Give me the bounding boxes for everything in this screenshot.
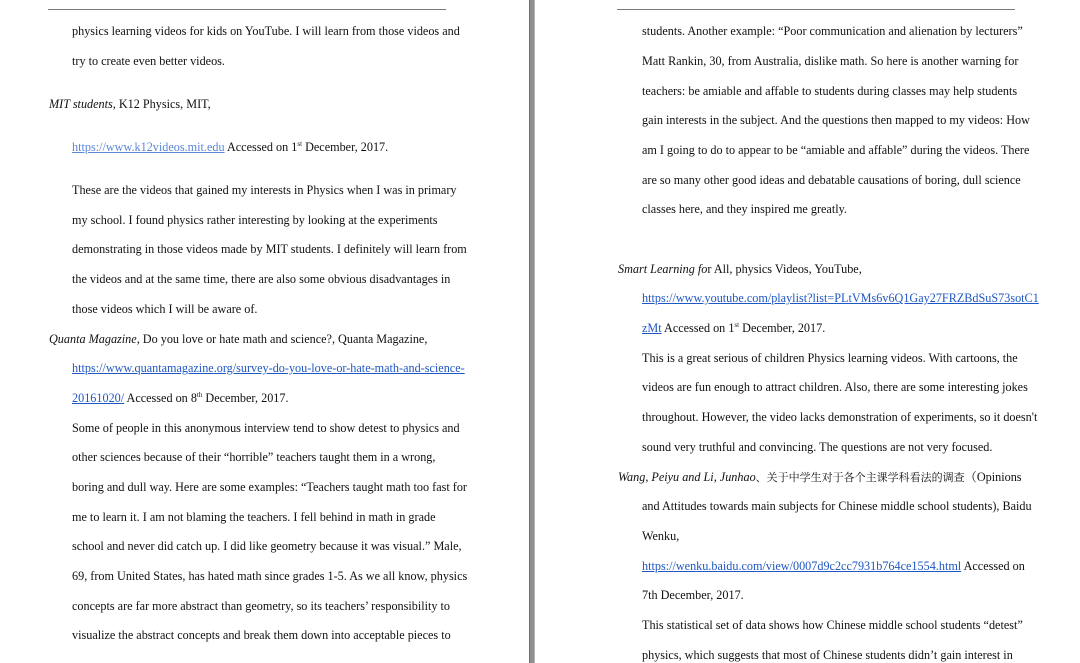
reference-details: , Do you love or hate math and science?, Quanta Magazine, — [136, 332, 428, 346]
body-text-line: This statistical set of data shows how Chinese middle school students “detest” — [642, 618, 1023, 632]
accessed-text: Accessed on 1 — [224, 140, 298, 154]
body-text-line: videos are fun enough to attract children. Also, there are some interesting jokes — [642, 380, 1028, 394]
reference-link[interactable]: https://www.k12videos.mit.edu — [72, 140, 225, 154]
reference-title-english: （Opinions — [964, 470, 1022, 484]
body-text-line: other sciences because of their “horrible” teachers taught them in a wrong, — [72, 450, 436, 464]
body-text-line: physics, which suggests that most of Chinese students didn’t gain interest in — [642, 648, 1013, 662]
body-text-line: These are the videos that gained my interests in Physics when I was in primary — [72, 183, 457, 197]
accessed-date: December, 2017. — [739, 321, 826, 335]
body-text-line: Some of people in this anonymous interview tend to show detest to physics and — [72, 421, 460, 435]
body-text-line: throughout. However, the video lacks demonstration of experiments, so it doesn't — [642, 410, 1038, 424]
accessed-date: 7th December, 2017. — [642, 588, 744, 602]
body-text-line: sound very truthful and convincing. The questions are not very focused. — [642, 440, 993, 454]
reference-title-chinese: 关于中学生对于各个主课学科看法的调查 — [766, 471, 965, 484]
body-text-line: concepts are far more abstract than geometry, so its teachers’ responsibility to — [72, 599, 451, 613]
body-text-line: the videos and at the same time, there are also some obvious disadvantages in — [72, 272, 451, 286]
header-rule — [48, 9, 446, 10]
reference-quanta-url-line2 — [72, 391, 289, 405]
header-rule — [617, 9, 1015, 10]
body-text-line: school and never did catch up. I did like geometry because it was visual.” Male, — [72, 539, 462, 553]
reference-details: , K12 Physics, MIT, — [112, 97, 211, 111]
body-text-line: and Attitudes towards main subjects for Chinese middle school students), Baidu — [642, 499, 1032, 513]
body-text-line: boring and dull way. Here are some examples: “Teachers taught math too fast for — [72, 480, 467, 494]
reference-wang-url-line — [642, 559, 1025, 573]
ordinal-suffix: st — [297, 140, 303, 148]
reference-source: MIT students — [49, 97, 113, 111]
reference-details: r All, physics Videos, YouTube, — [707, 262, 862, 276]
body-text-line: physics learning videos for kids on YouTube. I will learn from those videos and — [72, 24, 460, 38]
reference-mit — [49, 97, 211, 111]
reference-link[interactable]: 20161020/ — [72, 391, 125, 405]
reference-quanta — [49, 332, 427, 346]
accessed-date: December, 2017. — [202, 391, 289, 405]
ordinal-suffix: st — [734, 321, 740, 329]
reference-separator: 、 — [755, 471, 767, 484]
reference-authors: Wang, Peiyu and Li, Junhao — [618, 470, 756, 484]
ordinal-suffix: th — [196, 391, 203, 399]
body-text-line: students. Another example: “Poor communication and alienation by lecturers” — [642, 24, 1023, 38]
body-text-line: am I going to do to appear to be “amiable and affable” during the videos. There — [642, 143, 1030, 157]
reference-link[interactable]: https://www.quantamagazine.org/survey-do-you-love-or-hate-math-and-science- — [72, 361, 465, 375]
reference-link[interactable]: https://wenku.baidu.com/view/0007d9c2cc7931b764ce1554.html — [642, 559, 962, 573]
accessed-text: Accessed on — [961, 559, 1025, 573]
body-text-line: visualize the abstract concepts and break them down into acceptable pieces to — [72, 628, 451, 642]
reference-source: Smart Learning fo — [618, 262, 708, 276]
body-text-line: try to create even better videos. — [72, 54, 225, 68]
body-text-line: Matt Rankin, 30, from Australia, dislike math. So here is another warning for — [642, 54, 1019, 68]
body-text-line: my school. I found physics rather interesting by looking at the experiments — [72, 213, 438, 227]
body-text-line: demonstrating in those videos made by MIT students. I definitely will learn from — [72, 242, 467, 256]
reference-wang-li — [618, 470, 1022, 485]
body-text-line: are so many other good ideas and debatable causations of boring, dull science — [642, 173, 1021, 187]
reference-smart-url-line2 — [642, 321, 825, 335]
reference-smart-url-line — [642, 291, 1039, 305]
reference-quanta-url-line — [72, 361, 465, 375]
body-text-line: 69, from United States, has hated math since grades 1-5. As we all know, physics — [72, 569, 468, 583]
body-text-line: teachers: be amiable and affable to students during classes may help students — [642, 84, 1018, 98]
accessed-date: December, 2017. — [302, 140, 389, 154]
body-text-line: classes here, and they inspired me greatly. — [642, 202, 847, 216]
accessed-text: Accessed on 1 — [661, 321, 735, 335]
reference-mit-url-line — [72, 140, 388, 154]
reference-source: Quanta Magazine — [49, 332, 137, 346]
left-page — [0, 0, 529, 663]
reference-smart-learning — [618, 262, 862, 276]
body-text-line: those videos which I will be aware of. — [72, 302, 258, 316]
reference-link[interactable]: https://www.youtube.com/playlist?list=PLtVMs6v6Q1Gay27FRZBdSuS73sotC1 — [642, 291, 1039, 305]
reference-link[interactable]: zMt — [642, 321, 662, 335]
body-text-line: Wenku, — [642, 529, 680, 543]
body-text-line: me to learn it. I am not blaming the teachers. I fell behind in math in grade — [72, 510, 436, 524]
body-text-line: This is a great serious of children Physics learning videos. With cartoons, the — [642, 351, 1018, 365]
accessed-text: Accessed on 8 — [124, 391, 197, 405]
right-page — [535, 0, 1080, 663]
body-text-line: gain interests in the subject. And the questions then mapped to my videos: How — [642, 113, 1030, 127]
